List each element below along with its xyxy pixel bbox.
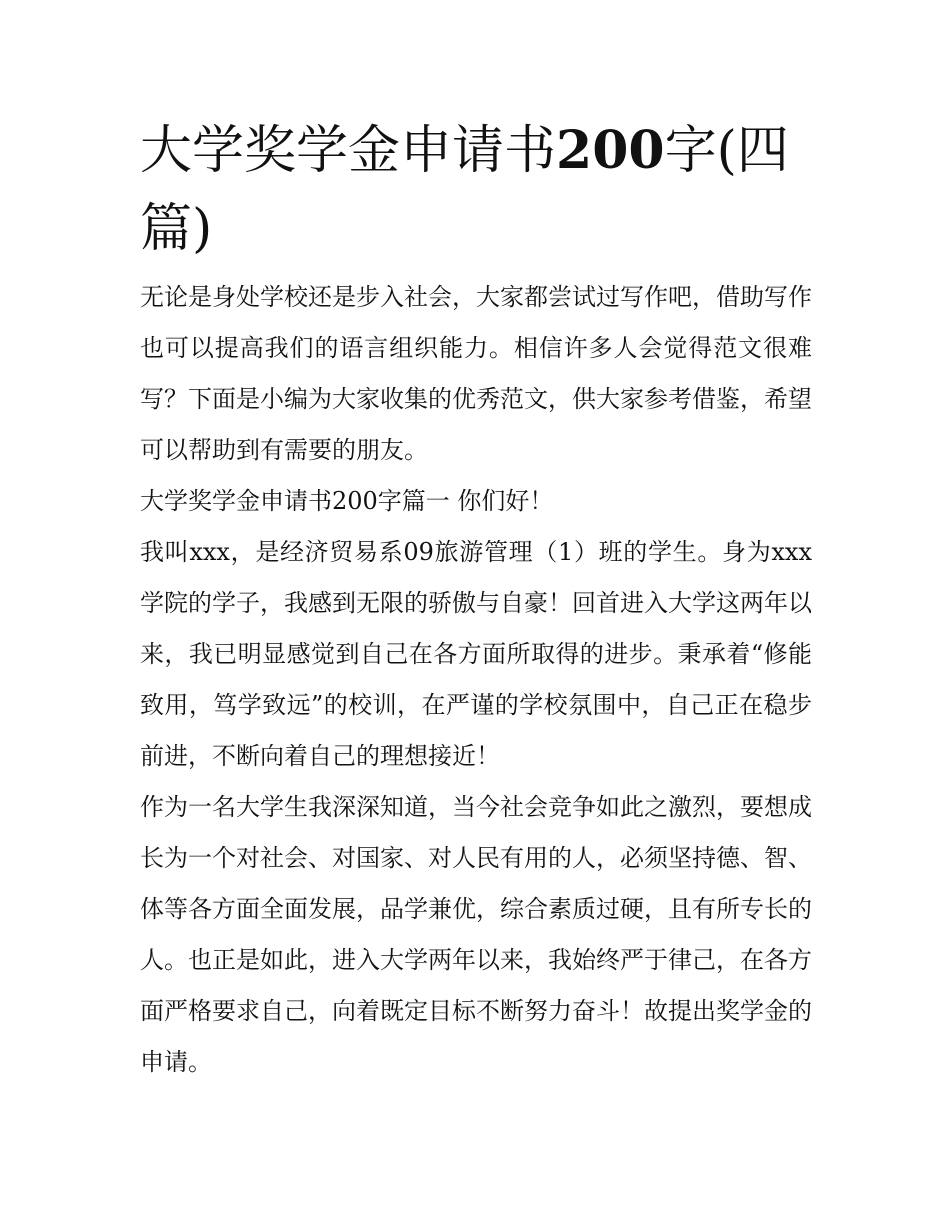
section-heading: 大学奖学金申请书200字篇一 你们好！ bbox=[140, 487, 554, 515]
body-paragraph: 作为一名大学生我深深知道，当今社会竞争如此之激烈，要想成长为一个对社会、对国家、对人民有用的人，必须坚持德、智、体等各方面全面发展，品学兼优，综合素质过硬，且有所专长的人。也正是如此，进入大学两年以来，我始终严于律己，在各方面严格要求自己，向着既定目标不断努力奋斗！故提出奖学金的申请。 bbox=[140, 793, 812, 1076]
title-text-cont: 字(四 bbox=[664, 121, 789, 181]
document-body bbox=[140, 272, 812, 1088]
document-title bbox=[140, 112, 800, 268]
title-text-line2: 篇) bbox=[140, 199, 213, 259]
title-number: 200 bbox=[556, 120, 665, 181]
title-text: 大学奖学金申请书 bbox=[140, 121, 557, 181]
intro-paragraph: 无论是身处学校还是步入社会，大家都尝试过写作吧，借助写作也可以提高我们的语言组织能力。相信许多人会觉得范文很难写？下面是小编为大家收集的优秀范文，供大家参考借鉴，希望可以帮助到有需要的朋友。 bbox=[140, 283, 812, 464]
body-paragraph: 我叫xxx，是经济贸易系09旅游管理（1）班的学生。身为xxx学院的学子，我感到无限的骄傲与自豪！回首进入大学这两年以来，我已明显感觉到自己在各方面所取得的进步。秉承着“修能致用，笃学致远”的校训，在严谨的学校氛围中，自己正在稳步前进，不断向着自己的理想接近！ bbox=[140, 538, 812, 770]
